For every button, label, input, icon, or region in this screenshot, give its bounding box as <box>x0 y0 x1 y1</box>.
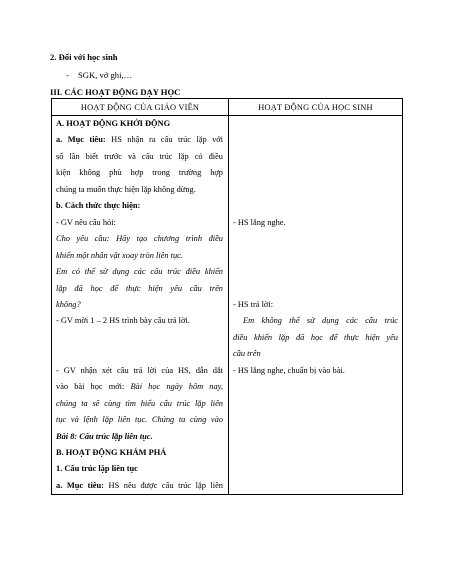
objective-line-3: kiện không phù hợp trong trường hợp <box>56 168 223 178</box>
table-row <box>52 116 403 495</box>
teacher-invites: - GV mời 1 – 2 HS trình bày câu trả lời. <box>56 316 190 326</box>
objective-2-line: a. Mục tiêu: HS nêu được cấu trúc lặp liên <box>56 480 223 490</box>
method-heading: b. Cách thức thực hiện: <box>56 201 141 211</box>
teacher-comment-line-2: vào bài học mới: Bài học ngày hôm nay, <box>56 382 223 392</box>
teacher-activities-cell <box>52 116 229 495</box>
teacher-comment-line-1: - GV nhận xét câu trả lời của HS, dẫn dắt <box>56 365 223 375</box>
teacher-comment-line-3: chúng ta sẽ cùng tìm hiểu cấu trúc lặp liên <box>56 398 223 408</box>
activity-table <box>51 98 403 495</box>
student-column-header: HOẠT ĐỘNG CỦA HỌC SINH <box>229 99 403 116</box>
section-3-heading: III. CÁC HOẠT ĐỘNG DẠY HỌC <box>50 87 181 97</box>
activity-a-heading: A. HOẠT ĐỘNG KHỞI ĐỘNG <box>56 119 171 128</box>
objective-line-1: a. Mục tiêu: HS nhận ra cấu trúc lặp với <box>56 135 224 145</box>
student-answers: - HS trả lời: <box>233 299 274 309</box>
question-2-line-1: Em có thể sử dụng các cấu trúc điều khiển <box>56 267 223 277</box>
objective-line-2: số lần biết trước và cấu trúc lặp có điều <box>56 151 223 161</box>
objective-line-4: chúng ta muốn thực hiện lặp không dừng. <box>56 184 196 194</box>
teacher-comment-line-4: tục và lệnh lặp liên tục. Chúng ta cùng vào <box>56 415 223 425</box>
student-listens-prepares: - HS lắng nghe, chuẩn bị vào bài. <box>233 365 345 375</box>
teacher-column-header: HOẠT ĐỘNG CỦA GIÁO VIÊN <box>52 99 229 116</box>
bullet-dash: - <box>66 70 69 80</box>
activity-b-heading: B. HOẠT ĐỘNG KHÁM PHÁ <box>56 448 167 458</box>
subsection-1-heading: 1. Cấu trúc lặp liên tục <box>56 464 138 474</box>
teacher-asks: - GV nêu câu hỏi: <box>56 217 116 227</box>
section-2-heading: 2. Đối với học sinh <box>50 52 118 62</box>
student-answer-line-2: điều khiển lặp đã học để thực hiện yêu <box>233 332 398 342</box>
bullet-text: SGK, vở ghi,… <box>78 70 133 80</box>
student-listens: - HS lắng nghe. <box>233 217 286 227</box>
question-1-line-1: Cho yêu cầu: Hãy tạo chương trình điều <box>56 234 223 244</box>
section-2-bullet <box>66 70 132 80</box>
question-1-line-2: khiển một nhân vật xoay tròn liên tục. <box>56 250 183 260</box>
table-header-row <box>52 99 403 116</box>
lesson-title: Bài 8: Cấu trúc lặp liên tục. <box>56 431 153 441</box>
student-activities-cell <box>229 116 403 495</box>
question-2-line-3: không? <box>56 299 81 309</box>
student-answer-line-3: cầu trên <box>233 349 261 359</box>
student-answer-line-1: Em không thể sử dụng các cấu trúc <box>243 316 398 326</box>
question-2-line-2: lặp đã học để thực hiện yêu cầu trên <box>56 283 223 293</box>
